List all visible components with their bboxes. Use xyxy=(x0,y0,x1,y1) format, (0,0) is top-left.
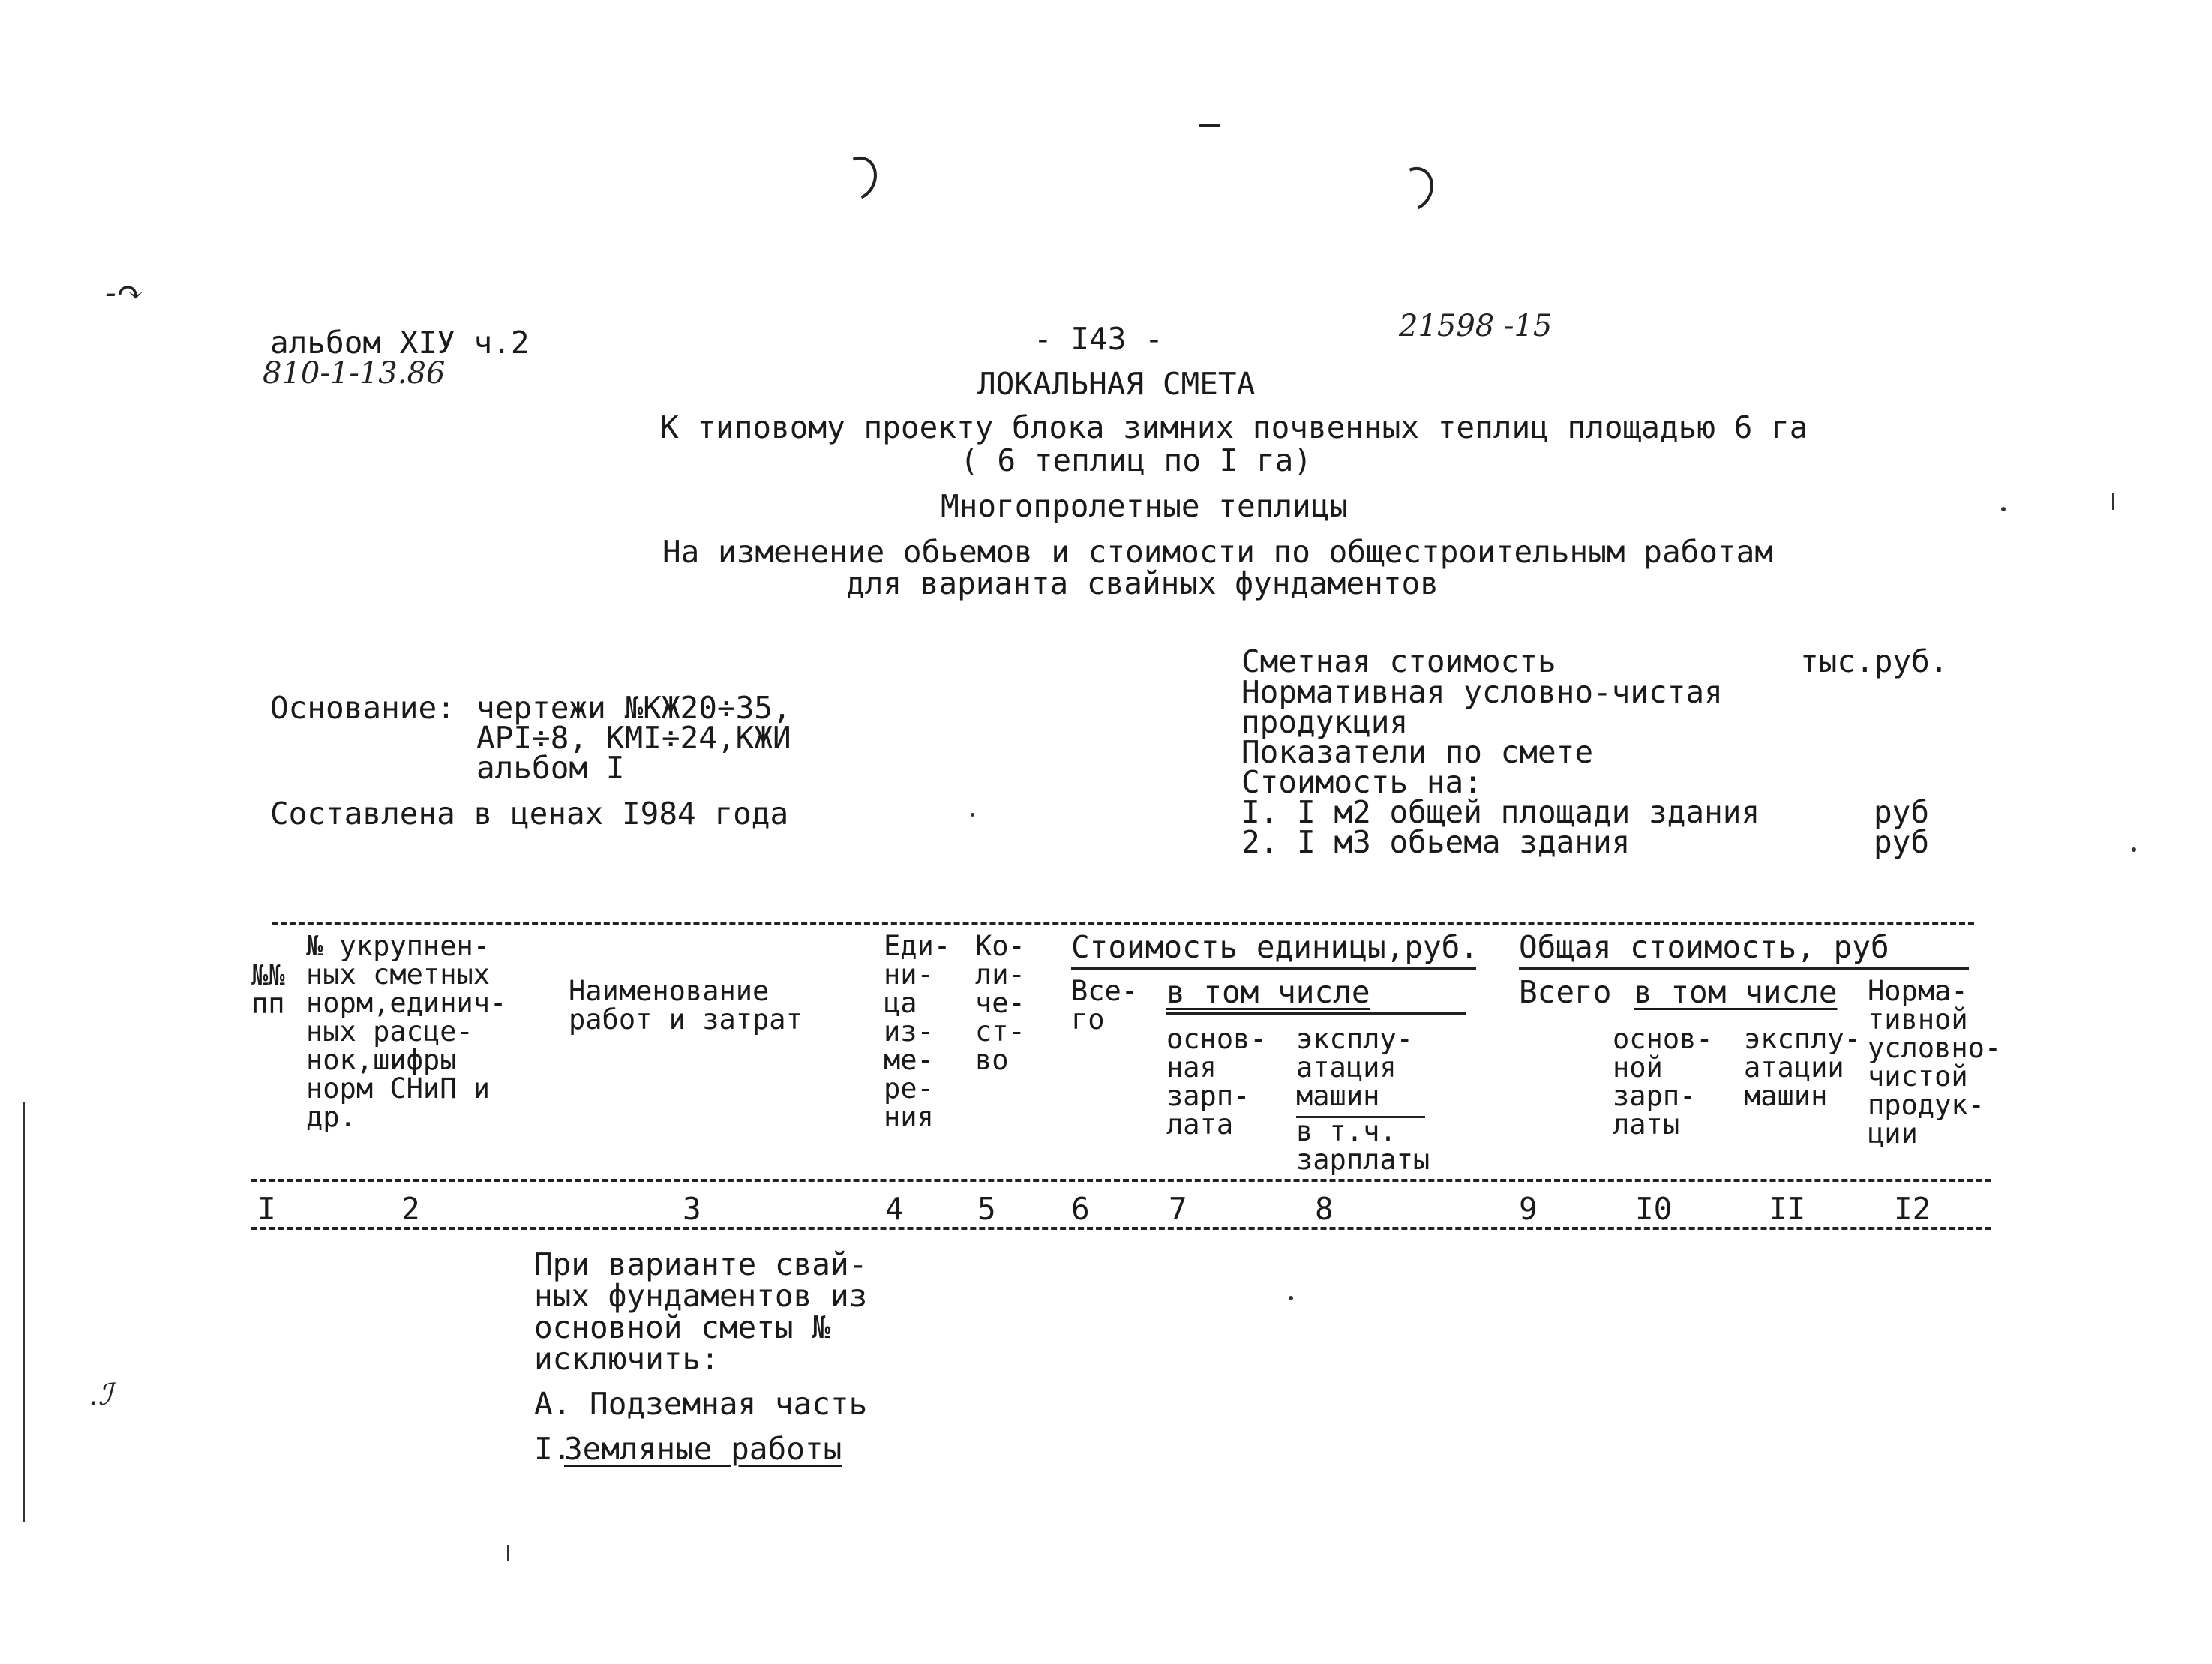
column-number-12: I2 xyxy=(1894,1191,1931,1227)
cost-item-2-unit: руб xyxy=(1874,824,1930,860)
document-code: 21598 -15 xyxy=(1399,309,1553,343)
cost-item-2: 2. I м3 обьема здания xyxy=(1241,824,1631,860)
col-quantity-header: Ко- ли- че- ст- во xyxy=(975,930,1025,1076)
col-total-machines-header: эксплу- атации машин xyxy=(1744,1023,1861,1112)
total-cost-underline xyxy=(1519,967,1969,970)
cost-item-1: I. I м2 общей площади здания xyxy=(1241,794,1760,830)
column-number-10: I0 xyxy=(1635,1191,1673,1227)
total-incl-header: в том числе xyxy=(1634,974,1838,1010)
col-total-header: Всего xyxy=(1519,974,1612,1010)
estimated-cost-label: Сметная стоимость xyxy=(1241,643,1556,679)
margin-scribble: -↷ xyxy=(105,274,144,312)
col-unit-machines-wage-header: в т.ч. зарплаты xyxy=(1296,1115,1430,1176)
col-name-header: Наименование работ и затрат xyxy=(569,975,803,1036)
left-margin-line xyxy=(23,1102,25,1522)
table-header-bottom-rule xyxy=(251,1179,1991,1182)
normative-line-2: продукция xyxy=(1241,704,1409,740)
exclusion-note: При варианте свай- ных фундаментов из основной сметы № исключить: xyxy=(534,1246,868,1377)
title-line-3: Многопролетные теплицы xyxy=(941,488,1349,524)
speck xyxy=(1289,1296,1293,1300)
punch-mark-left xyxy=(831,150,884,207)
column-number-7: 7 xyxy=(1169,1191,1187,1227)
column-number-4: 4 xyxy=(885,1191,904,1227)
section-a-heading: А. Подземная часть xyxy=(534,1386,868,1422)
unit-incl-header: в том числе xyxy=(1166,974,1370,1010)
column-number-3: 3 xyxy=(683,1191,701,1227)
col-normative-header: Норма- тивной условно- чистой продук- ции xyxy=(1868,975,2002,1150)
indicators-label: Показатели по смете xyxy=(1241,734,1593,770)
col-unit-wage-header: основ- ная зарп- лата xyxy=(1166,1023,1267,1141)
col-number-header: №№ пп xyxy=(251,959,285,1020)
basis-line-3: альбом I xyxy=(476,750,625,786)
column-number-6: 6 xyxy=(1071,1191,1090,1227)
column-number-9: 9 xyxy=(1519,1191,1538,1227)
column-number-5: 5 xyxy=(977,1191,996,1227)
title-line-5: для варианта свайных фундаментов xyxy=(846,565,1439,601)
column-number-11: II xyxy=(1769,1191,1806,1227)
speck xyxy=(971,813,974,817)
cost-item-1-unit: руб xyxy=(1874,794,1930,830)
normative-line-1: Нормативная условно-чистая xyxy=(1241,674,1723,710)
total-cost-header: Общая стоимость, руб xyxy=(1519,929,1889,965)
section-1-number: I. xyxy=(534,1431,572,1467)
col-unit-machines-header: эксплу- атация машин xyxy=(1296,1023,1413,1112)
unit-cost-header: Стоимость единицы,руб. xyxy=(1071,929,1479,965)
col-unit-total-header: Все- го xyxy=(1071,975,1139,1036)
speck xyxy=(2001,507,2006,511)
album-label: альбом XIУ ч.2 xyxy=(270,325,530,361)
top-stroke xyxy=(1199,124,1220,127)
title-line-4: На изменение обьемов и стоимости по общестроительным работам xyxy=(662,534,1774,570)
section-1-title: Земляные работы xyxy=(564,1431,842,1467)
punch-mark-right xyxy=(1388,160,1441,217)
col-unit-header: Еди- ни- ца из- ме- ре- ния xyxy=(884,930,951,1133)
basis-label: Основание: xyxy=(270,690,455,726)
col-total-wage-header: основ- ной зарп- латы xyxy=(1613,1023,1713,1141)
unit-incl-underline xyxy=(1166,1012,1466,1015)
column-number-8: 8 xyxy=(1315,1191,1334,1227)
currency-label: тыс.руб. xyxy=(1800,643,1949,679)
unit-cost-underline xyxy=(1071,967,1476,970)
basis-line-1: чертежи №КЖ20÷35, xyxy=(476,690,791,726)
table-top-rule xyxy=(272,922,1974,925)
title-line-2: ( 6 теплиц по I га) xyxy=(960,442,1312,478)
right-margin-tick xyxy=(2112,493,2114,510)
speck xyxy=(2132,847,2136,852)
column-number-2: 2 xyxy=(401,1191,420,1227)
page-number: - I43 - xyxy=(1034,321,1163,357)
margin-tick xyxy=(507,1545,509,1561)
column-number-1: I xyxy=(257,1191,276,1227)
margin-scribble: .ℐ xyxy=(89,1378,113,1412)
album-code: 810-1-13.86 xyxy=(263,356,446,391)
document-title: ЛОКАЛЬНАЯ СМЕТА xyxy=(977,366,1256,402)
cost-of-label: Стоимость на: xyxy=(1241,764,1482,800)
table-numbers-bottom-rule xyxy=(251,1227,1991,1230)
col-norms-header: № укрупнен- ных сметных норм,единич- ных расце- нок,шифры норм СНиП и др. xyxy=(306,930,507,1133)
price-basis: Составлена в ценах I984 года xyxy=(270,796,789,832)
basis-line-2: АРI÷8, КМI÷24,КЖИ xyxy=(476,720,791,756)
title-line-1: К типовому проекту блока зимних почвенных теплиц площадью 6 га xyxy=(660,409,1808,445)
